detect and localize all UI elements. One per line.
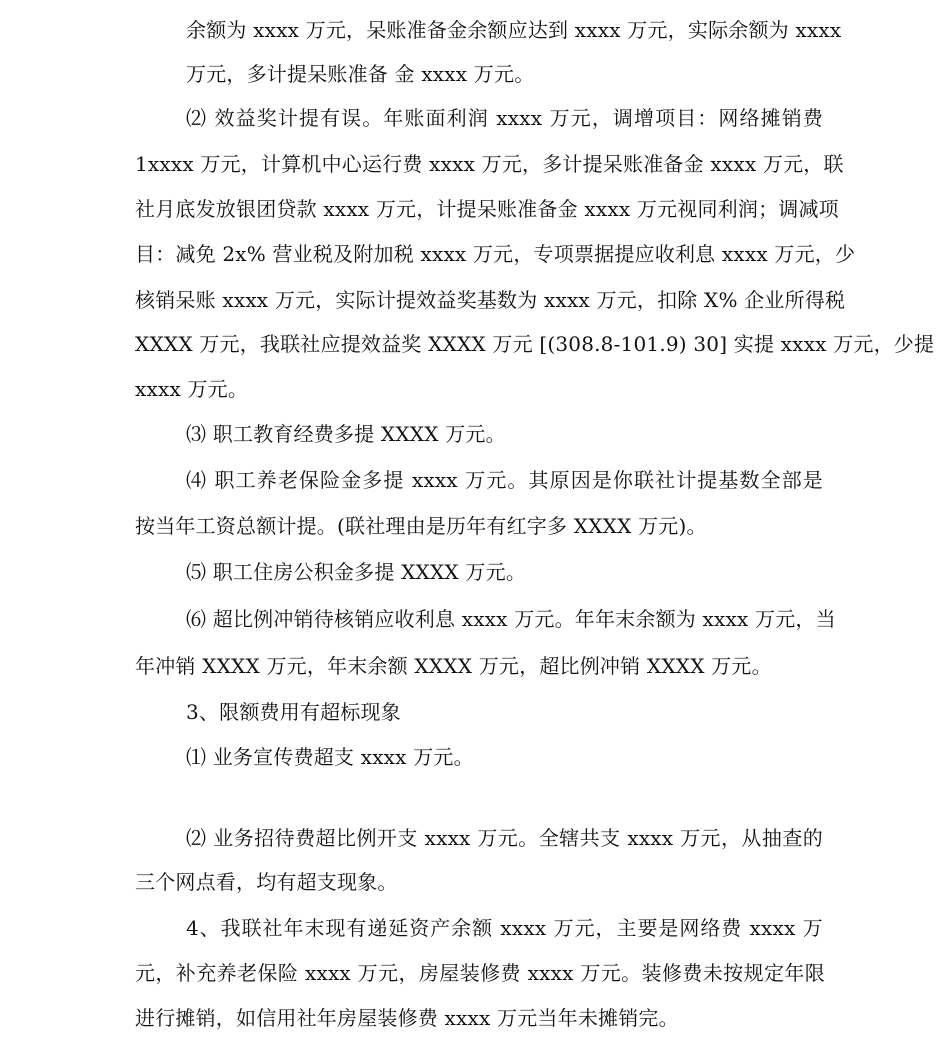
text-line: 进行摊销，如信用社年房屋装修费 xxxx 万元当年未摊销完。 — [135, 1006, 679, 1030]
text-line: 3、限额费用有超标现象 — [186, 700, 401, 724]
text-line: ⑶ 职工教育经费多提 XXXX 万元。 — [186, 422, 506, 446]
text-line: ⑴ 业务宣传费超支 xxxx 万元。 — [186, 745, 474, 769]
text-line: ⑵ 效益奖计提有误。年账面利润 xxxx 万元，调增项目：网络摊销费 — [186, 106, 823, 130]
text-line: xxxx 万元。 — [135, 377, 249, 401]
text-line: ⑸ 职工住房公积金多提 XXXX 万元。 — [186, 560, 527, 584]
text-line: ⑹ 超比例冲销待核销应收利息 xxxx 万元。年年末余额为 xxxx 万元，当 — [186, 607, 836, 631]
text-line: XXXX 万元，我联社应提效益奖 XXXX 万元 [(308.8-101.9) 30] 实提 xxxx 万元，少提 — [135, 332, 935, 356]
text-line: 目：减免 2x% 营业税及附加税 xxxx 万元，专项票据提应收利息 xxxx 万元，少 — [135, 242, 856, 266]
text-line: 年冲销 XXXX 万元，年末余额 XXXX 万元，超比例冲销 XXXX 万元。 — [135, 654, 772, 678]
text-line: 社月底发放银团贷款 xxxx 万元，计提呆账准备金 xxxx 万元视同利润；调减项 — [135, 197, 839, 221]
text-line: ⑷ 职工养老保险金多提 xxxx 万元。其原因是你联社计提基数全部是 — [186, 468, 823, 492]
text-line: ⑵ 业务招待费超比例开支 xxxx 万元。全辖共支 xxxx 万元，从抽查的 — [186, 826, 823, 850]
text-line: 4、我联社年末现有递延资产余额 xxxx 万元，主要是网络费 xxxx 万 — [186, 916, 823, 940]
text-line: 三个网点看，均有超支现象。 — [135, 870, 398, 894]
text-line: 余额为 xxxx 万元，呆账准备金余额应达到 xxxx 万元，实际余额为 xxxx — [186, 18, 842, 42]
text-line: 万元，多计提呆账准备 金 xxxx 万元。 — [186, 62, 535, 86]
text-line: 核销呆账 xxxx 万元，实际计提效益奖基数为 xxxx 万元，扣除 X% 企业所得税 — [135, 288, 846, 312]
text-line: 1xxxx 万元，计算机中心运行费 xxxx 万元，多计提呆账准备金 xxxx 万元，联 — [135, 152, 844, 176]
text-line: 元，补充养老保险 xxxx 万元，房屋装修费 xxxx 万元。装修费未按规定年限 — [135, 961, 825, 985]
text-line: 按当年工资总额计提。(联社理由是历年有红字多 XXXX 万元)。 — [135, 514, 707, 538]
